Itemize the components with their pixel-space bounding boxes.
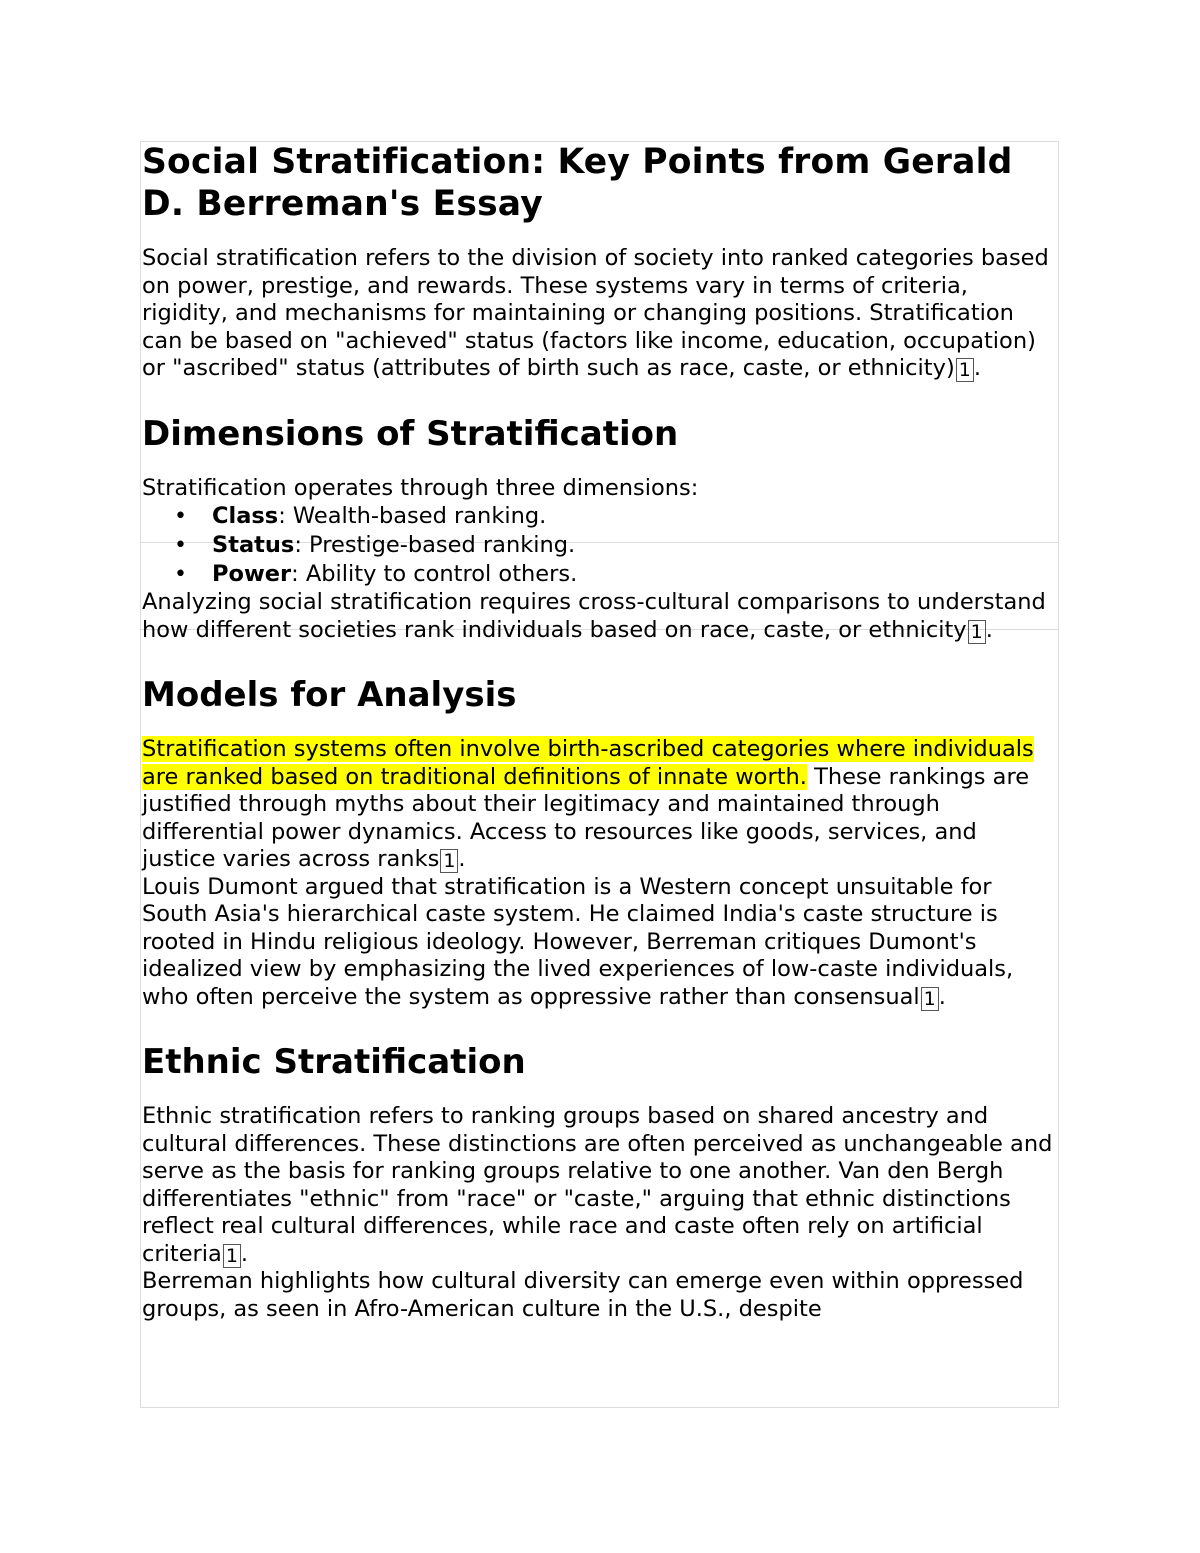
citation-marker[interactable]: 1: [956, 358, 974, 382]
citation-marker[interactable]: 1: [223, 1244, 241, 1268]
models-paragraph-2: Louis Dumont argued that stratification is a Western concept unsuitable for South Asia's hierarchical caste system. He claimed India's caste structure is rooted in Hindu religious ideology. However, Berreman critiques Dumont's idealized view by emphasizing the lived experiences of low-caste individuals, who often perceive the system as oppressive rather than consensual 1 .: [142, 873, 1014, 1010]
dimensions-list: [142, 502, 1057, 589]
list-item: • Class: Wealth-based ranking.: [212, 502, 1057, 531]
section-heading-models: Models for Analysis: [142, 675, 517, 715]
list-item: • Power: Ability to control others.: [212, 560, 1057, 589]
document-body: [142, 141, 1057, 1323]
page-title: Social Stratification: Key Points from Gerald D. Berreman's Essay: [142, 142, 1013, 224]
ethnic-paragraph-1: Ethnic stratification refers to ranking groups based on shared ancestry and cultural differences. These distinctions are often perceived as unchangeable and serve as the basis for ranking groups relative to one another. Van den Bergh differentiates "ethnic" from "race" or "caste," arguing that ethnic distinctions reflect real cultural differences, while race and caste often rely on artificial criteria 1 .: [142, 1103, 1053, 1267]
citation-marker[interactable]: 1: [440, 849, 458, 873]
citation-marker[interactable]: 1: [921, 987, 939, 1011]
models-paragraph-1: Stratification systems often involve birth-ascribed categories where individuals are ranked based on traditional definitions of innate worth. These rankings are justified through myths about their legitimacy and maintained through differential power dynamics. Access to resources like goods, services, and justice varies across ranks 1 .: [142, 736, 1034, 872]
ethnic-paragraph-2: Berreman highlights how cultural diversity can emerge even within oppressed groups, as seen in Afro-American culture in the U.S., despite: [142, 1268, 1024, 1322]
dimensions-lead: Stratification operates through three dimensions:: [142, 474, 699, 501]
highlighted-text: Stratification systems often involve birth-ascribed categories where individuals are ranked based on traditional definitions of innate worth.: [142, 736, 1034, 790]
list-item: • Status: Prestige-based ranking.: [212, 531, 1057, 560]
dimensions-after-paragraph: Analyzing social stratification requires cross-cultural comparisons to understand how different societies rank individuals based on race, caste, or ethnicity 1 .: [142, 589, 1046, 643]
section-heading-ethnic: Ethnic Stratification: [142, 1042, 526, 1082]
citation-marker[interactable]: 1: [968, 620, 986, 644]
section-heading-dimensions: Dimensions of Stratification: [142, 413, 679, 454]
intro-paragraph: Social stratification refers to the division of society into ranked categories based on power, prestige, and rewards. These systems vary in terms of criteria, rigidity, and mechanisms for maintaining or changing positions. Stratification can be based on "achieved" status (factors like income, education, occupation) or "ascribed" status (attributes of birth such as race, caste, or ethnicity) 1 .: [142, 245, 1049, 381]
